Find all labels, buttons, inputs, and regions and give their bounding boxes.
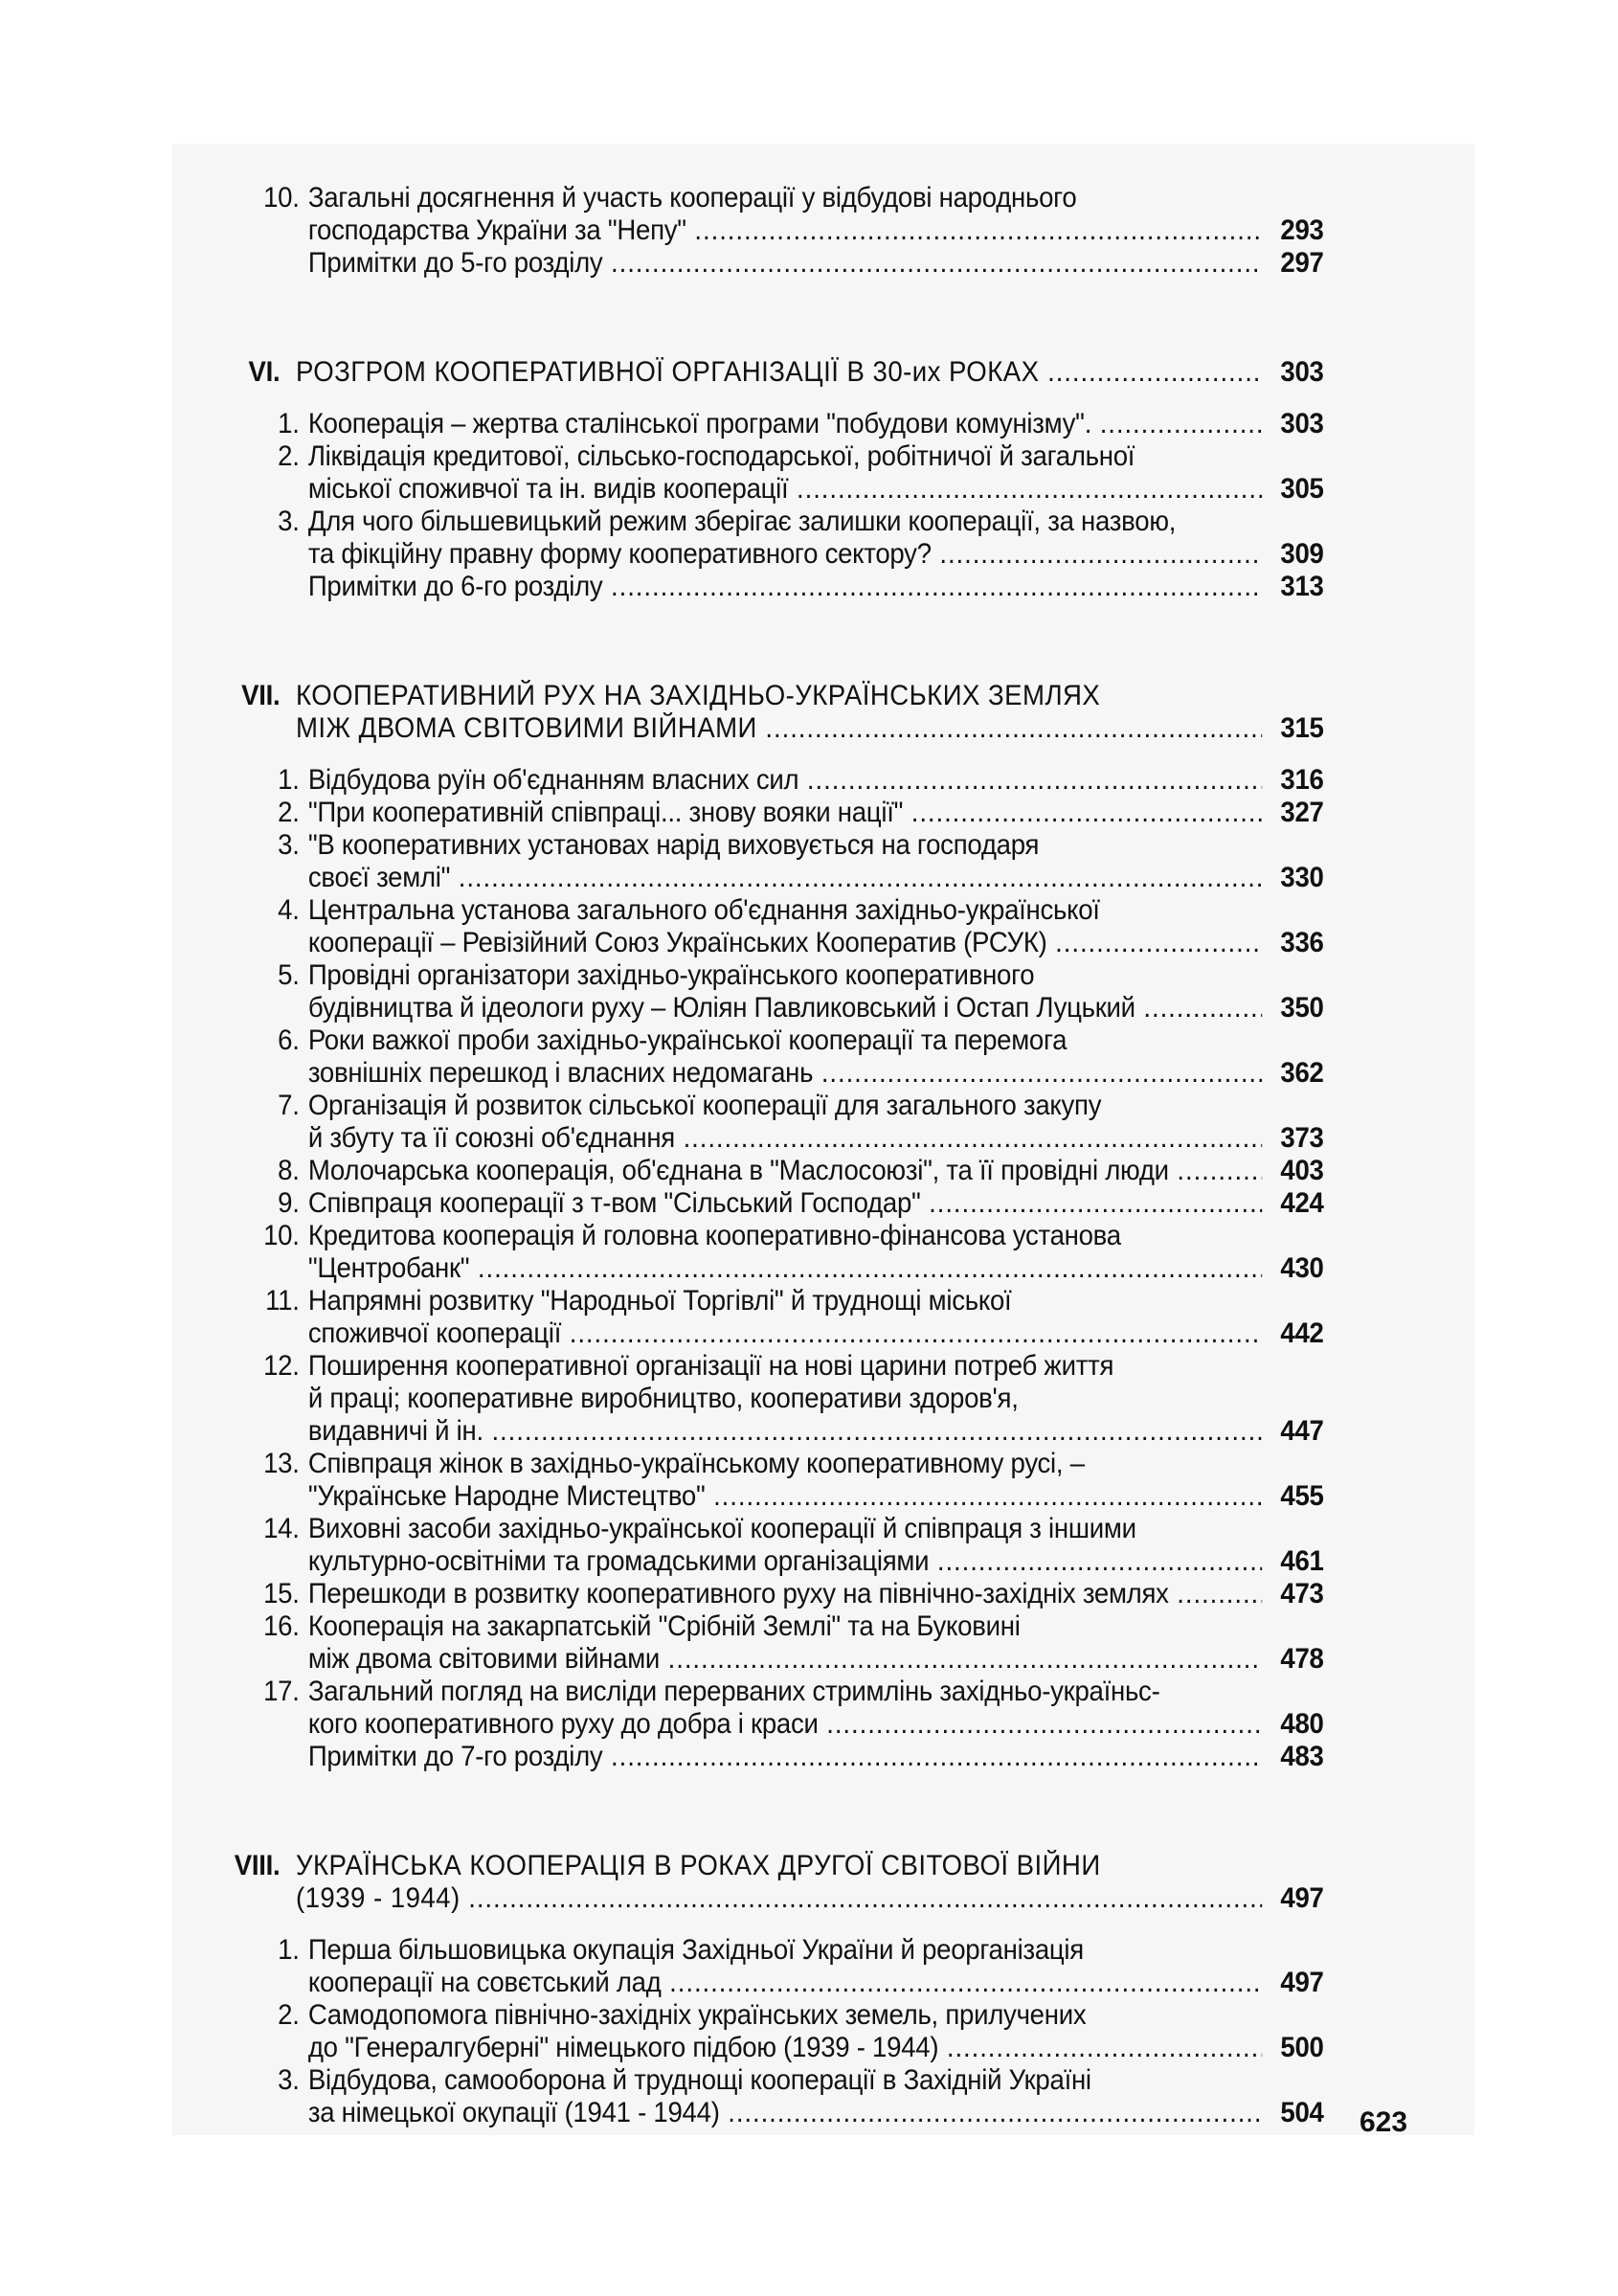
entry-page: 442 <box>1280 1317 1324 1349</box>
toc-entry-line <box>218 2097 1324 2129</box>
entry-page: 504 <box>1280 2097 1324 2128</box>
chapter-title-line <box>218 1882 1324 1915</box>
chapter-heading <box>218 356 1420 389</box>
entry-text: "При кооперативній співпраці... знову вояки нації" ..... <box>308 797 1262 829</box>
entry-text: Відбудова, самооборона й труднощі кооперації в Західній Україні <box>307 2064 1091 2096</box>
toc-entry-line <box>218 1513 1324 1545</box>
entry-text: Самодопомога північно-західніх українських земель, прилучених <box>307 1999 1087 2031</box>
entry-text: Поширення кооперативної організації на нові царини потреб життя <box>307 1350 1114 1382</box>
entry-page: 480 <box>1280 1708 1324 1740</box>
toc-entry-line <box>218 214 1324 247</box>
entry-text: своєї землі" ..... <box>308 862 1262 894</box>
entry-page: 430 <box>1280 1252 1324 1284</box>
toc-entry-line <box>218 1024 1324 1057</box>
toc-entry-line <box>218 2064 1324 2097</box>
entry-page: 293 <box>1280 214 1324 246</box>
toc-entry-line <box>218 473 1324 506</box>
entry-text: за німецької окупації (1941 - 1944) ..... <box>308 2097 1262 2129</box>
toc-entry-line <box>218 1934 1324 1967</box>
entry-text: культурно-освітніми та громадськими організаціями ..... <box>308 1545 1262 1578</box>
entry-number: 17. <box>263 1676 300 1707</box>
toc-entry <box>218 959 1420 1024</box>
entry-number: 5. <box>278 959 300 991</box>
entry-page: 461 <box>1280 1545 1324 1577</box>
toc-entry <box>218 829 1420 894</box>
entry-page: 330 <box>1280 862 1324 893</box>
toc-entry-line <box>218 182 1324 214</box>
entry-text: й збуту та її союзні об'єднання ..... <box>308 1122 1262 1155</box>
entry-text: Молочарська кооперація, об'єднана в "Маслосоюзі", та її провідні люди ..... <box>308 1155 1262 1187</box>
entry-page: 500 <box>1280 2032 1324 2063</box>
entry-page: 305 <box>1280 473 1324 505</box>
entry-page: 303 <box>1280 408 1324 439</box>
entry-text: господарства України за "Непу" ..... <box>308 214 1262 247</box>
entry-text: видавничі й ін. ..... <box>308 1415 1262 1448</box>
entry-page: 336 <box>1280 927 1324 958</box>
entry-number: 8. <box>278 1155 300 1186</box>
toc-entry <box>218 1285 1420 1350</box>
toc-entry <box>218 1090 1420 1155</box>
chapter-title: МІЖ ДВОМА СВІТОВИМИ ВІЙНАМИ ..... <box>296 712 1262 745</box>
toc-entry <box>218 894 1420 959</box>
entry-text: кооперації на совєтський лад ..... <box>308 1967 1262 1999</box>
entry-number: 3. <box>278 2064 300 2096</box>
entry-text: Співпраця кооперації з т-вом "Сільський Господар" ..... <box>308 1187 1262 1220</box>
toc-entry-line <box>218 1578 1324 1610</box>
toc-entry-line <box>218 538 1324 571</box>
entry-page: 297 <box>1280 247 1324 279</box>
entry-number: 1. <box>278 408 300 439</box>
toc-entry-line <box>218 1220 1324 1252</box>
chapter-heading <box>218 680 1420 745</box>
chapter-title: УКРАЇНСЬКА КООПЕРАЦІЯ В РОКАХ ДРУГОЇ СВІТОВОЇ ВІЙНИ <box>295 1850 1101 1881</box>
toc-entry-line <box>218 1122 1324 1155</box>
entry-text: та фікційну правну форму кооперативного сектору? ..... <box>308 538 1262 571</box>
toc-entry <box>218 571 1420 603</box>
toc-entry <box>218 1350 1420 1448</box>
entry-page: 327 <box>1280 797 1324 828</box>
toc-entry-line <box>218 959 1324 992</box>
entry-number: 12. <box>263 1350 300 1382</box>
entry-text: "В кооперативних установах нарід виховується на господаря <box>307 829 1040 861</box>
entry-page: 313 <box>1280 571 1324 602</box>
chapter-heading <box>218 1850 1420 1915</box>
entry-text: Кредитова кооперація й головна кооперативно-фінансова установа <box>307 1220 1121 1251</box>
chapter-title-line <box>218 1850 1324 1882</box>
entry-text: Для чого більшевицький режим зберігає залишки кооперації, за назвою, <box>307 506 1177 537</box>
toc-entry-line <box>218 1057 1324 1090</box>
spacer <box>218 603 1420 680</box>
spacer <box>218 1915 1420 1934</box>
toc-entry-line <box>218 1317 1324 1350</box>
entry-text: "Українське Народне Мистецтво" ..... <box>308 1480 1262 1513</box>
entry-number: 6. <box>278 1024 300 1056</box>
toc-entry <box>218 1448 1420 1513</box>
toc-entry <box>218 1610 1420 1676</box>
entry-text: й праці; кооперативне виробництво, кооперативи здоров'я, <box>307 1383 1019 1414</box>
entry-text: споживчої кооперації ..... <box>308 1317 1262 1350</box>
spacer <box>218 1773 1420 1850</box>
chapter-title-line <box>218 712 1324 745</box>
toc-entry <box>218 408 1420 440</box>
toc-entry-line <box>218 1480 1324 1513</box>
toc-entry-line <box>218 894 1324 927</box>
entry-number: 10. <box>263 1220 300 1251</box>
entry-text: Перешкоди в розвитку кооперативного руху на північно-західніх землях ..... <box>308 1578 1262 1610</box>
toc-entry-line <box>218 1967 1324 1999</box>
chapter-number: VI. <box>248 356 281 388</box>
toc-entry-line <box>218 1708 1324 1741</box>
toc-entry-line <box>218 1155 1324 1187</box>
entry-number: 16. <box>263 1610 300 1642</box>
entry-text: Загальний погляд на висліди перерваних стримлінь західньо-україньс- <box>307 1676 1160 1707</box>
toc-entry <box>218 506 1420 571</box>
entry-text: Роки важкої проби західньо-української кооперації та перемога <box>307 1024 1067 1056</box>
toc-entry-line <box>218 1643 1324 1676</box>
toc-entry-line <box>218 1676 1324 1708</box>
page-number: 623 <box>1360 2106 1408 2138</box>
toc-entry <box>218 1999 1420 2064</box>
entry-number: 2. <box>278 1999 300 2031</box>
toc-entry <box>218 247 1420 280</box>
toc-entry-line <box>218 1350 1324 1383</box>
toc-entry <box>218 1513 1420 1578</box>
entry-number: 2. <box>278 797 300 828</box>
chapter-page: 315 <box>1280 712 1324 744</box>
toc-entry-line <box>218 1383 1324 1415</box>
entry-text: кооперації – Ревізійний Союз Українських Кооператив (РСУК) ..... <box>308 927 1262 959</box>
chapter-number: VIII. <box>234 1850 281 1881</box>
toc-entry-line <box>218 1415 1324 1448</box>
toc-entry-line <box>218 1090 1324 1122</box>
entry-number: 7. <box>278 1090 300 1121</box>
entry-number: 3. <box>278 829 300 861</box>
entry-text: "Центробанк" ..... <box>308 1252 1262 1285</box>
toc-entry-line <box>218 1999 1324 2032</box>
entry-text: Примітки до 6-го розділу ..... <box>308 571 1262 603</box>
toc-entry-line <box>218 408 1324 440</box>
toc-entry <box>218 182 1420 247</box>
entry-page: 350 <box>1280 992 1324 1024</box>
entry-text: до "Генералгуберні" німецького підбою (1939 - 1944) ..... <box>308 2032 1262 2064</box>
entry-number: 9. <box>278 1187 300 1219</box>
toc-entry <box>218 1676 1420 1741</box>
entry-page: 478 <box>1280 1643 1324 1675</box>
entry-number: 4. <box>278 894 300 926</box>
entry-page: 316 <box>1280 764 1324 796</box>
entry-number: 14. <box>263 1513 300 1544</box>
entry-page: 362 <box>1280 1057 1324 1089</box>
entry-text: Співпраця жінок в західньо-українському кооперативному русі, – <box>307 1448 1085 1479</box>
entry-number: 1. <box>278 764 300 796</box>
entry-text: Відбудова руїн об'єднанням власних сил ..... <box>308 764 1262 797</box>
entry-page: 455 <box>1280 1480 1324 1512</box>
toc-entry <box>218 1578 1420 1610</box>
toc-entry-line <box>218 1741 1324 1773</box>
entry-page: 447 <box>1280 1415 1324 1447</box>
entry-page: 497 <box>1280 1967 1324 1998</box>
toc-entry-line <box>218 862 1324 894</box>
entry-page: 309 <box>1280 538 1324 570</box>
chapter-page: 497 <box>1280 1882 1324 1914</box>
entry-text: Організація й розвиток сільської кооперації для загального закупу <box>307 1090 1102 1121</box>
entry-text: кого кооперативного руху до добра і краси ..... <box>308 1708 1262 1741</box>
entry-page: 473 <box>1280 1578 1324 1609</box>
entry-number: 13. <box>263 1448 300 1479</box>
entry-text: Кооперація – жертва сталінської програми "побудови комунізму". ..... <box>308 408 1262 440</box>
chapter-page: 303 <box>1280 356 1324 388</box>
entry-text: зовнішніх перешкод і власних недомагань ..... <box>308 1057 1262 1090</box>
toc-entry-line <box>218 506 1324 538</box>
toc-entry <box>218 764 1420 797</box>
toc-entry <box>218 1155 1420 1187</box>
spacer <box>218 389 1420 408</box>
entry-text: будівництва й ідеологи руху – Юліян Павликовський і Остап Луцький ..... <box>308 992 1262 1024</box>
toc-entry-line <box>218 764 1324 797</box>
toc-entry-line <box>218 247 1324 280</box>
entry-number: 10. <box>263 182 300 214</box>
chapter-title-line <box>218 356 1324 389</box>
entry-number: 2. <box>278 440 300 472</box>
entry-page: 373 <box>1280 1122 1324 1154</box>
table-of-contents <box>218 182 1420 2129</box>
toc-entry-line <box>218 440 1324 473</box>
entry-text: Напрямні розвитку "Народньої Торгівлі" й труднощі міської <box>307 1285 1012 1317</box>
toc-entry-line <box>218 927 1324 959</box>
entry-text: Перша більшовицька окупація Західньої України й реорганізація <box>307 1934 1084 1966</box>
entry-number: 15. <box>263 1578 300 1609</box>
entry-text: Провідні організатори західньо-українського кооперативного <box>307 959 1035 991</box>
entry-page: 403 <box>1280 1155 1324 1186</box>
entry-page: 483 <box>1280 1741 1324 1772</box>
entry-number: 11. <box>265 1285 300 1317</box>
entry-number: 3. <box>278 506 300 537</box>
toc-entry <box>218 1220 1420 1285</box>
toc-entry-line <box>218 1252 1324 1285</box>
chapter-title-line <box>218 680 1324 712</box>
entry-page: 424 <box>1280 1187 1324 1219</box>
toc-entry <box>218 1741 1420 1773</box>
entry-text: між двома світовими війнами ..... <box>308 1643 1262 1676</box>
toc-entry-line <box>218 1187 1324 1220</box>
entry-text: Примітки до 5-го розділу ..... <box>308 247 1262 280</box>
toc-entry-line <box>218 829 1324 862</box>
toc-entry <box>218 1187 1420 1220</box>
toc-entry-line <box>218 992 1324 1024</box>
entry-text: Ліквідація кредитової, сільсько-господарської, робітничої й загальної <box>307 440 1135 472</box>
toc-entry <box>218 797 1420 829</box>
entry-text: міської споживчої та ін. видів кооперації ..... <box>308 473 1262 506</box>
chapter-title: (1939 - 1944) ..... <box>296 1882 1262 1915</box>
spacer <box>218 745 1420 764</box>
entry-text: Загальні досягнення й участь кооперації у відбудові народнього <box>307 182 1077 214</box>
entry-text: Примітки до 7-го розділу ..... <box>308 1741 1262 1773</box>
toc-entry <box>218 1024 1420 1090</box>
toc-entry <box>218 440 1420 506</box>
toc-entry-line <box>218 2032 1324 2064</box>
chapter-title: РОЗГРОМ КООПЕРАТИВНОЇ ОРГАНІЗАЦІЇ В 30-их РОКАХ ..... <box>296 356 1262 389</box>
toc-entry-line <box>218 1545 1324 1578</box>
entry-text: Центральна установа загального об'єднання західньо-української <box>307 894 1100 926</box>
toc-entry <box>218 2064 1420 2129</box>
toc-entry-line <box>218 1448 1324 1480</box>
spacer <box>218 280 1420 356</box>
toc-entry-line <box>218 1610 1324 1643</box>
chapter-number: VII. <box>241 680 281 711</box>
toc-entry <box>218 1934 1420 1999</box>
toc-entry-line <box>218 571 1324 603</box>
entry-text: Виховні засоби західньо-української кооперації й співпраця з іншими <box>307 1513 1136 1544</box>
chapter-title: КООПЕРАТИВНИЙ РУХ НА ЗАХІДНЬО-УКРАЇНСЬКИХ ЗЕМЛЯХ <box>295 680 1101 711</box>
entry-text: Кооперація на закарпатській "Срібній Землі" та на Буковині <box>307 1610 1021 1642</box>
toc-entry-line <box>218 1285 1324 1317</box>
entry-number: 1. <box>278 1934 300 1966</box>
toc-entry-line <box>218 797 1324 829</box>
